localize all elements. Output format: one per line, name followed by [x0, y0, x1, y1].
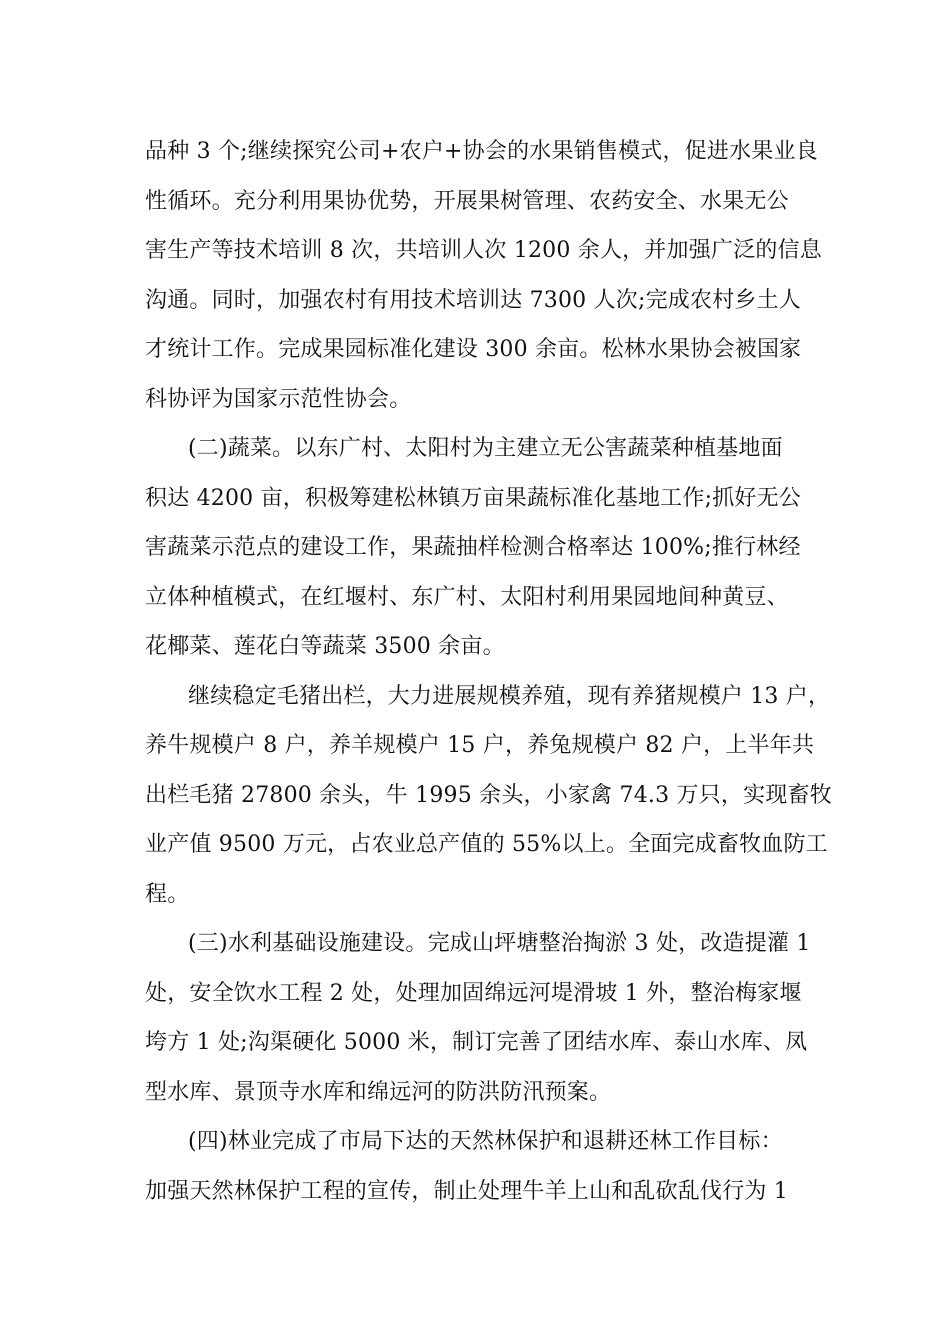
- paragraph-line: 才统计工作。完成果园标准化建设 300 余亩。松林水果协会被国家: [145, 337, 802, 362]
- paragraph-line: 品种 3 个;继续探究公司+农户+协会的水果销售模式，促进水果业良: [145, 139, 818, 164]
- paragraph-line: 处，安全饮水工程 2 处，处理加固绵远河堤滑坡 1 外，整治梅家堰: [145, 981, 802, 1006]
- paragraph-line: 垮方 1 处;沟渠硬化 5000 米，制订完善了团结水库、泰山水库、凤: [145, 1030, 808, 1055]
- paragraph-line: (四)林业完成了市局下达的天然林保护和退耕还林工作目标：: [188, 1129, 783, 1154]
- paragraph-line: 养牛规模户 8 户，养羊规模户 15 户，养兔规模户 82 户，上半年共: [145, 733, 815, 758]
- paragraph-line: 业产值 9500 万元，占农业总产值的 55%以上。全面完成畜牧血防工: [145, 832, 828, 857]
- paragraph-line: 出栏毛猪 27800 余头，牛 1995 余头，小家禽 74.3 万只，实现畜牧: [145, 783, 832, 808]
- paragraph-line: 加强天然林保护工程的宣传，制止处理牛羊上山和乱砍乱伐行为 1: [145, 1179, 788, 1204]
- paragraph-line: 立体种植模式，在红堰村、东广村、太阳村利用果园地间种黄豆、: [145, 585, 789, 610]
- paragraph-line: 科协评为国家示范性协会。: [145, 387, 412, 412]
- paragraph-line: 害蔬菜示范点的建设工作，果蔬抽样检测合格率达 100%;推行林经: [145, 535, 801, 560]
- paragraph-line: 积达 4200 亩，积极筹建松林镇万亩果蔬标准化基地工作;抓好无公: [145, 486, 801, 511]
- paragraph-line: 程。: [145, 882, 190, 907]
- paragraph-line: 花椰菜、莲花白等蔬菜 3500 余亩。: [145, 634, 505, 659]
- paragraph-line: 沟通。同时，加强农村有用技术培训达 7300 人次;完成农村乡土人: [145, 288, 801, 313]
- paragraph-line: 害生产等技术培训 8 次，共培训人次 1200 余人，并加强广泛的信息: [145, 238, 822, 263]
- paragraph-line: 型水库、景顶寺水库和绵远河的防洪防汛预案。: [145, 1080, 612, 1105]
- paragraph-line: 性循环。充分利用果协优势，开展果树管理、农药安全、水果无公: [145, 189, 789, 214]
- paragraph-line: 继续稳定毛猪出栏，大力进展规模养殖，现有养猪规模户 13 户，: [188, 684, 831, 709]
- paragraph-line: (三)水利基础设施建设。完成山坪塘整治掏淤 3 处，改造提灌 1: [188, 931, 811, 956]
- paragraph-line: (二)蔬菜。以东广村、太阳村为主建立无公害蔬菜种植基地面: [188, 436, 783, 461]
